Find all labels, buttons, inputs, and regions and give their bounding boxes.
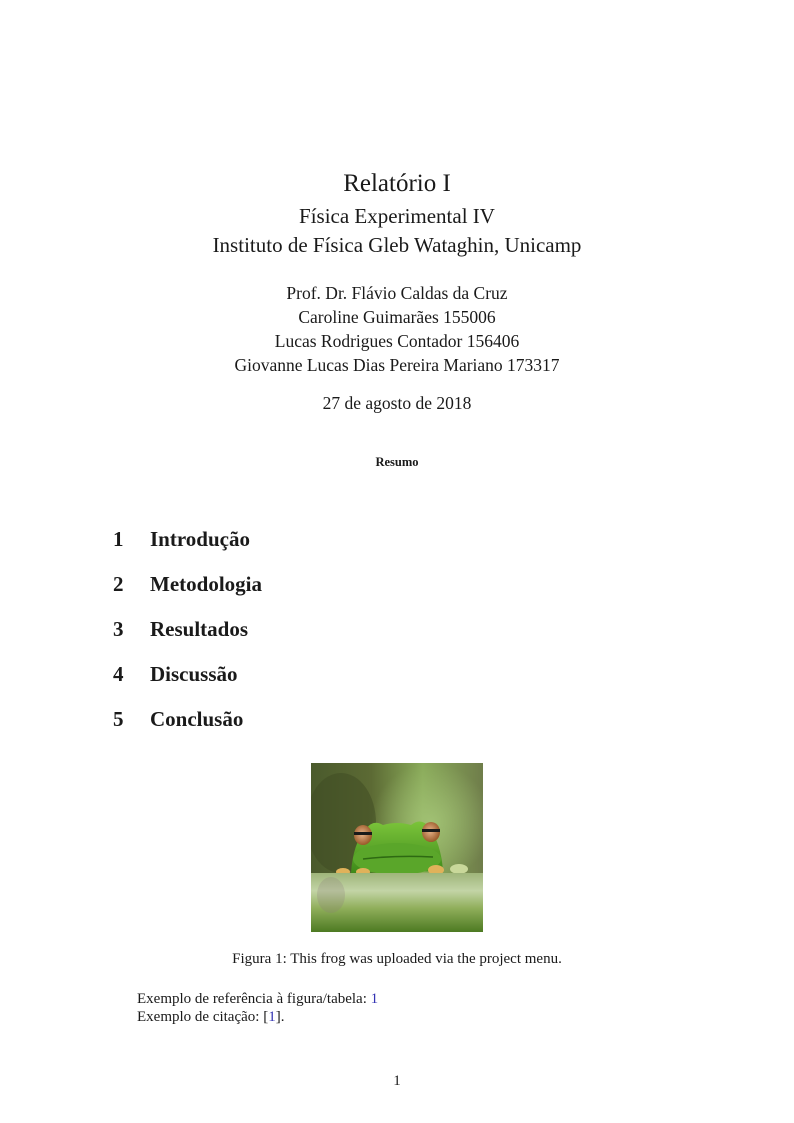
citation-close-bracket: ].	[275, 1009, 285, 1025]
section-number: 3	[113, 617, 124, 641]
citation-link[interactable]: 1	[268, 1009, 276, 1025]
page-number: 1	[393, 1073, 401, 1089]
section-heading-introducao	[113, 526, 250, 552]
citation-open-bracket: [	[263, 1009, 269, 1025]
section-number: 2	[113, 572, 124, 596]
figure-caption: Figura 1: This frog was uploaded via the project menu.	[232, 951, 562, 967]
section-title: Metodologia	[150, 572, 262, 596]
frog-figure-image	[311, 763, 483, 932]
author-3: Giovanne Lucas Dias Pereira Mariano 173317	[234, 355, 560, 375]
author-1: Caroline Guimarães 155006	[298, 307, 496, 327]
author-professor: Prof. Dr. Flávio Caldas da Cruz	[286, 283, 508, 303]
document-title: Relatório I	[343, 170, 451, 197]
section-title: Resultados	[150, 617, 249, 641]
section-number: 4	[113, 662, 124, 686]
section-number: 5	[113, 707, 124, 731]
citation-line	[137, 1008, 284, 1026]
section-title: Discussão	[150, 662, 238, 686]
section-number: 1	[113, 527, 124, 551]
section-heading-metodologia	[113, 571, 262, 597]
figure-reference-link[interactable]: 1	[370, 991, 379, 1007]
institute-name: Instituto de Física Gleb Wataghin, Unicamp	[212, 233, 582, 257]
citation-text: Exemplo de citação:	[137, 1009, 264, 1025]
section-title: Introdução	[150, 527, 250, 551]
section-heading-resultados	[113, 616, 248, 642]
figure-reference-line	[137, 990, 378, 1008]
figure-reference-text: Exemplo de referência à figura/tabela:	[137, 991, 371, 1007]
author-2: Lucas Rodrigues Contador 156406	[274, 331, 520, 351]
section-heading-discussao	[113, 661, 238, 687]
document-date: 27 de agosto de 2018	[322, 393, 472, 413]
course-name: Física Experimental IV	[299, 204, 495, 228]
abstract-heading: Resumo	[375, 455, 419, 469]
section-title: Conclusão	[150, 707, 244, 731]
section-heading-conclusao	[113, 706, 243, 732]
